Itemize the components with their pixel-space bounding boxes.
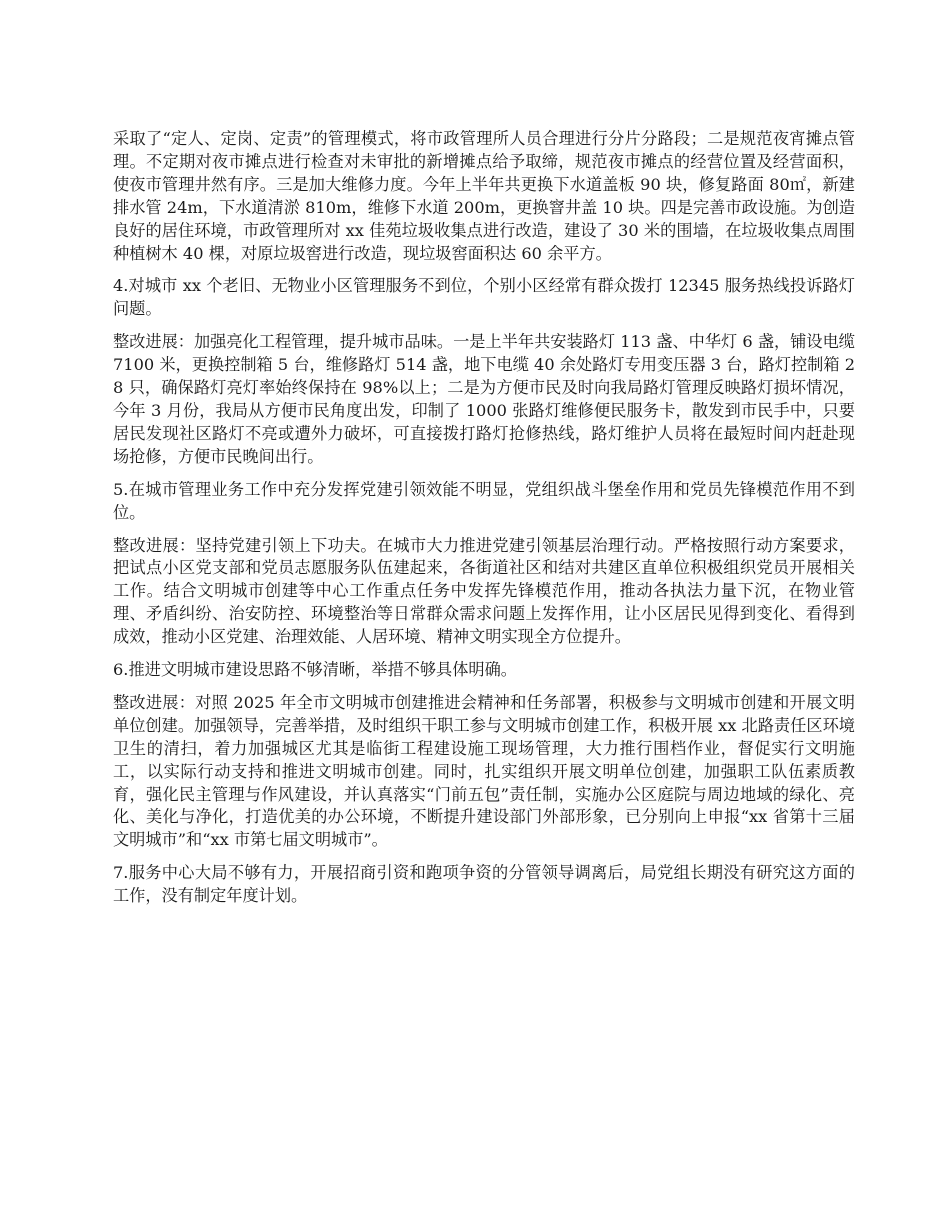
document-body [113,128,855,918]
issue-4-progress: 整改进展：加强亮化工程管理，提升城市品味。一是上半年共安装路灯 113 盏、中华灯 6 盏，铺设电缆 7100 米，更换控制箱 5 台，维修路灯 514 盏，地下电缆 40 余处路灯专用变压器 3 台，路灯控制箱 28 只，确保路灯亮灯率始终保持在 98%以上；二是为方便市民及时向我局路灯管理反映路灯损坏情况，今年 3 月份，我局从方便市民角度出发，印制了 1000 张路灯维修便民服务卡，散发到市民手中，只要居民发现社区路灯不亮或遭外力破坏，可直接拨打路灯抢修热线，路灯维护人员将在最短时间内赶赴现场抢修，方便市民晚间出行。 [113,332,855,466]
issue-5-heading: 5.在城市管理业务工作中充分发挥党建引领效能不明显，党组织战斗堡垒作用和党员先锋模范作用不到位。 [113,479,855,522]
paragraph-municipal-management: 采取了“定人、定岗、定责”的管理模式，将市政管理所人员合理进行分片分路段；二是规范夜宵摊点管理。不定期对夜市摊点进行检查对未审批的新增摊点给予取缔，规范夜市摊点的经营位置及经营面积，使夜市管理井然有序。三是加大维修力度。今年上半年共更换下水道盖板 90 块，修复路面 80㎡，新建排水管 24m，下水道清淤 810m，维修下水道 200m，更换窨井盖 10 块。四是完善市政设施。为创造良好的居住环境，市政管理所对 xx 佳苑垃圾收集点进行改造，建设了 30 米的围墙，在垃圾收集点周围种植树木 40 棵，对原垃圾窖进行改造，现垃圾窖面积达 60 余平方。 [113,129,855,263]
issue-6-progress: 整改进展：对照 2025 年全市文明城市创建推进会精神和任务部署，积极参与文明城市创建和开展文明单位创建。加强领导，完善举措，及时组织干职工参与文明城市创建工作，积极开展 xx 北路责任区环境卫生的清扫，着力加强城区尤其是临街工程建设施工现场管理，大力推行围档作业，督促实行文明施工，以实际行动支持和推进文明城市创建。同时，扎实组织开展文明单位创建，加强职工队伍素质教育，强化民主管理与作风建设，并认真落实“门前五包”责任制，实施办公区庭院与周边地域的绿化、亮化、美化与净化，打造优美的办公环境，不断提升建设部门外部形象，已分别向上申报“xx 省第十三届文明城市”和“xx 市第七届文明城市”。 [113,692,855,850]
issue-4-heading: 4.对城市 xx 个老旧、无物业小区管理服务不到位，个别小区经常有群众拨打 12345 服务热线投诉路灯问题。 [113,276,855,319]
issue-6-heading: 6.推进文明城市建设思路不够清晰，举措不够具体明确。 [113,660,517,680]
issue-7-heading: 7.服务中心大局不够有力，开展招商引资和跑项争资的分管领导调离后，局党组长期没有研究这方面的工作，没有制定年度计划。 [113,863,855,906]
issue-5-progress: 整改进展：坚持党建引领上下功夫。在城市大力推进党建引领基层治理行动。严格按照行动方案要求，把试点小区党支部和党员志愿服务队伍建起来，各街道社区和结对共建区直单位积极组织党员开展相关工作。结合文明城市创建等中心工作重点任务中发挥先锋模范作用，推动各执法力量下沉，在物业管理、矛盾纠纷、治安防控、环境整治等日常群众需求问题上发挥作用，让小区居民见得到变化、看得到成效，推动小区党建、治理效能、人居环境、精神文明实现全方位提升。 [113,535,855,647]
